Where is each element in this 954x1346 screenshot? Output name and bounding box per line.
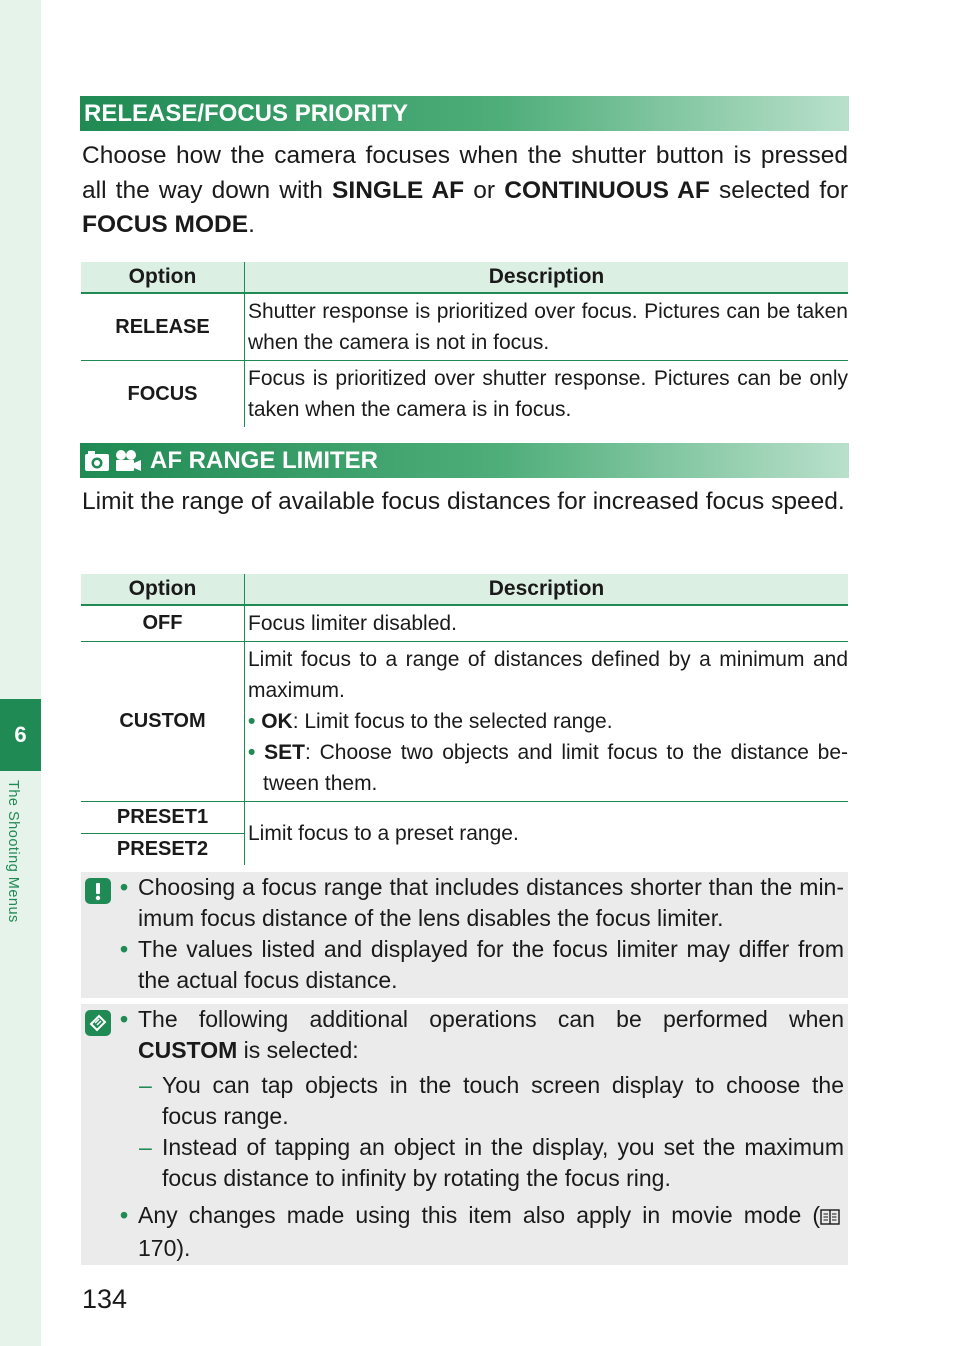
note-text: Choosing a focus range that includes distances shorter than the min-imum focus distance of the lens disables the focus limiter. xyxy=(138,874,844,931)
description-cell: Shutter response is prioritized over focus. Pictures can be taken when the camera is not in focus. xyxy=(248,300,848,354)
option-cell: PRESET2 xyxy=(81,834,245,866)
intro-bold-continuous-af: CONTINUOUS AF xyxy=(504,176,710,204)
book-icon[interactable] xyxy=(820,1202,840,1233)
intro-text: or xyxy=(464,176,505,204)
option-cell: RELEASE xyxy=(81,293,245,361)
bullet-label: OK xyxy=(261,710,293,733)
table-row xyxy=(81,361,848,428)
list-item xyxy=(81,1200,848,1264)
section1-intro xyxy=(82,139,848,243)
table-row xyxy=(81,802,848,834)
bullet-text: : Limit focus to the selected range. xyxy=(292,710,613,733)
section-heading-text: RELEASE/FOCUS PRIORITY xyxy=(84,99,409,127)
bullet-label: SET xyxy=(264,741,305,764)
movie-camera-icon xyxy=(114,449,142,473)
bullet-icon: • xyxy=(120,1006,129,1032)
list-item xyxy=(81,934,848,996)
intro-bold-focus-mode: FOCUS MODE xyxy=(82,211,249,238)
bullet-icon: • xyxy=(248,741,265,764)
chapter-title: The Shooting Menus xyxy=(5,780,21,923)
tip-list xyxy=(81,1004,848,1264)
list-item xyxy=(81,872,848,934)
table-row xyxy=(81,605,848,642)
chapter-number-tab[interactable]: 6 xyxy=(0,699,41,771)
dash-icon: – xyxy=(139,1072,152,1098)
note-text: Instead of tapping an object in the display, you set the maximum focus distance to infinity by rotating the focus ring. xyxy=(162,1134,844,1191)
section2-intro: Limit the range of available focus distances for increased focus speed. xyxy=(82,488,845,515)
description-cell xyxy=(245,642,849,802)
af-range-options-table xyxy=(81,574,848,865)
bullet-icon: • xyxy=(120,1202,129,1228)
note-text: ). xyxy=(176,1235,191,1261)
page-reference-link[interactable]: 170 xyxy=(138,1235,177,1261)
intro-text: selected for xyxy=(709,176,848,204)
description-cell: Focus is prioritized over shutter response. Pictures can be only taken when the camera is in focus. xyxy=(245,361,849,428)
list-item xyxy=(81,1132,848,1194)
table-row xyxy=(81,642,848,802)
list-item xyxy=(81,1004,848,1066)
custom-bullet-list xyxy=(248,706,848,799)
bullet-text: : Choose two objects and limit focus to the distance be-tween them. xyxy=(263,741,849,795)
list-item xyxy=(248,737,848,799)
option-cell: PRESET1 xyxy=(81,802,245,834)
note-text: Any changes made using this item also apply in movie mode ( xyxy=(138,1202,820,1228)
release-focus-options-table xyxy=(81,262,848,427)
column-header-option: Option xyxy=(81,262,245,293)
bullet-icon: • xyxy=(120,936,129,962)
bullet-icon: • xyxy=(120,874,129,900)
option-cell: FOCUS xyxy=(81,361,245,428)
note-text: You can tap objects in the touch screen display to choose the focus range. xyxy=(162,1072,844,1129)
column-header-description: Description xyxy=(245,262,849,293)
description-cell: Focus limiter disabled. xyxy=(248,612,457,635)
description-cell: Limit focus to a preset range. xyxy=(245,802,849,866)
sidebar-strip xyxy=(0,0,41,1346)
caution-note xyxy=(81,872,848,998)
note-text: The following additional operations can be performed when xyxy=(138,1006,844,1032)
intro-text: . xyxy=(248,211,255,238)
note-text: The values listed and displayed for the focus limiter may differ from the actual focus distance. xyxy=(138,936,844,993)
caution-list xyxy=(81,872,848,996)
section-heading-text: AF RANGE LIMITER xyxy=(150,446,378,474)
section-heading-release-focus-priority xyxy=(80,96,849,131)
option-cell: OFF xyxy=(81,605,245,642)
bullet-icon: • xyxy=(248,710,262,733)
table-row xyxy=(81,293,848,361)
note-text: is selected: xyxy=(237,1037,359,1063)
dash-icon: – xyxy=(139,1134,152,1160)
column-header-description: Description xyxy=(245,574,849,605)
page-number: 134 xyxy=(82,1284,128,1314)
list-item xyxy=(248,706,848,737)
intro-bold-single-af: SINGLE AF xyxy=(332,176,465,204)
table-header-row xyxy=(81,262,848,293)
option-cell: CUSTOM xyxy=(81,642,245,802)
custom-description: Limit focus to a range of distances defined by a minimum and maximum. xyxy=(248,648,848,702)
intro-text: Choose how the camera focuses when the shutter button is pressed all the way down with xyxy=(82,142,848,204)
section-heading-af-range-limiter xyxy=(80,443,849,478)
still-camera-icon xyxy=(84,450,110,472)
tip-note xyxy=(81,1004,848,1265)
heading-icons xyxy=(84,449,142,473)
list-item xyxy=(81,1070,848,1132)
note-bold-custom: CUSTOM xyxy=(138,1037,238,1063)
column-header-option: Option xyxy=(81,574,245,605)
table-header-row xyxy=(81,574,848,605)
